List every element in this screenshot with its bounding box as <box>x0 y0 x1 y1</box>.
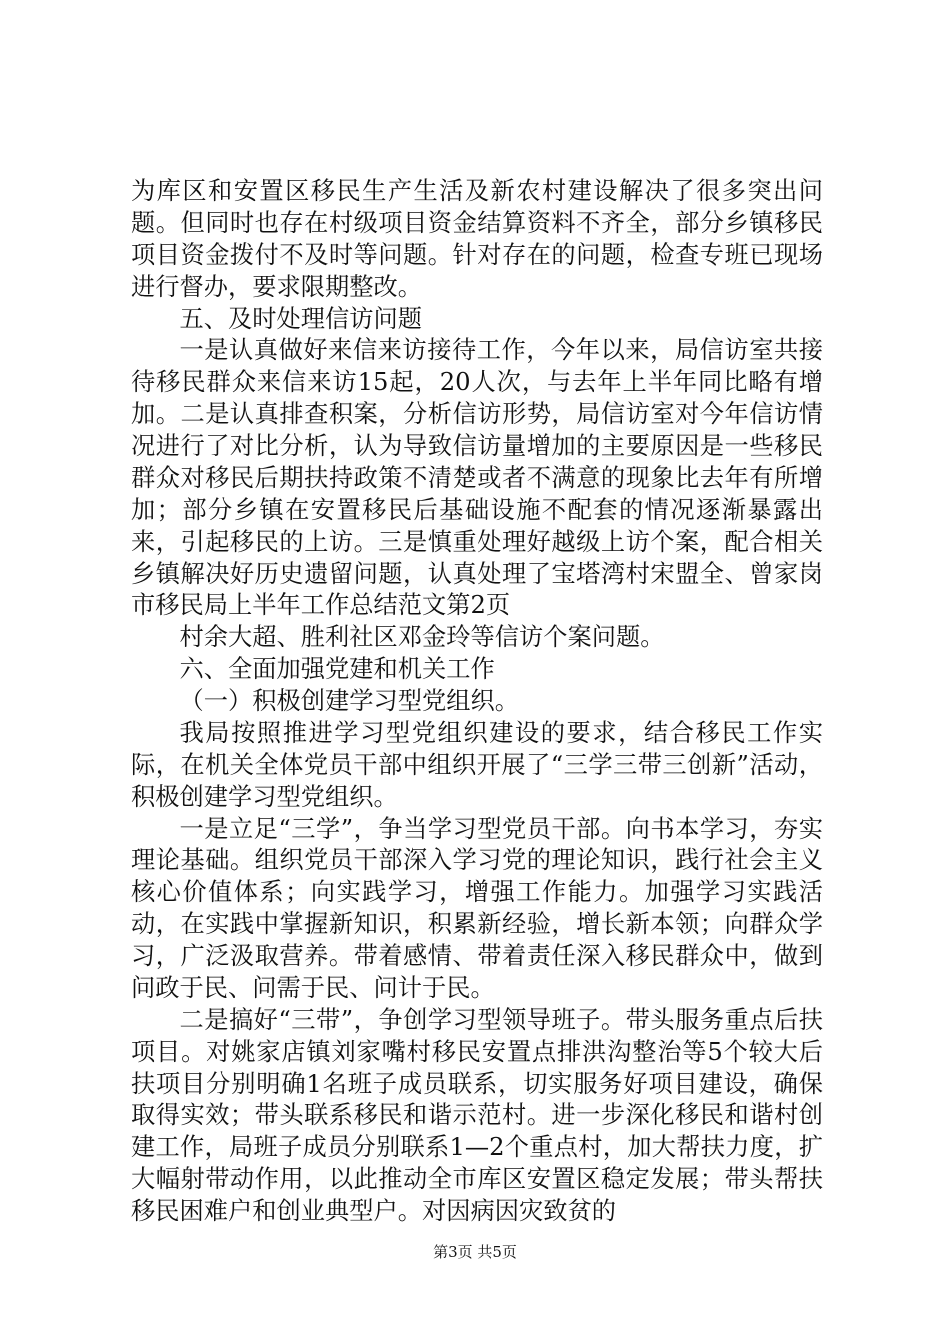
subsection-heading: （一）积极创建学习型党组织。 <box>179 686 520 715</box>
paragraph: 二是搞好“三带”，争创学习型领导班子。带头服务重点后扶项目。对姚家店镇刘家嘴村移民安置点排洪沟整治等5个较大后扶项目分别明确1名班子成员联系，切实服务好项目建设，确保取得实效；带头联系移民和谐示范村。进一步深化移民和谐村创建工作，局班子成员分别联系1—2个重点村，加大帮扶力度，扩大幅射带动作用，以此推动全市库区安置区稳定发展；带头帮扶移民困难户和创业典型户。对因病因灾致贫的 <box>131 1004 823 1225</box>
paragraph: 一是立足“三学”，争当学习型党员干部。向书本学习，夯实理论基础。组织党员干部深入学习党的理论知识，践行社会主义核心价值体系；向实践学习，增强工作能力。加强学习实践活动，在实践中掌握新知识，积累新经验，增长新本领；向群众学习，广泛汲取营养。带着感情、带着责任深入移民群众中，做到问政于民、问需于民、问计于民。 <box>131 813 823 1002</box>
page-footer <box>0 1242 950 1262</box>
page-number: 第3页 共5页 <box>433 1243 517 1261</box>
paragraph: 村余大超、胜利社区邓金玲等信访个案问题。 <box>179 622 665 652</box>
section-heading: 五、及时处理信访问题 <box>179 303 423 333</box>
paragraph: 为库区和安置区移民生产生活及新农村建设解决了很多突出问题。但同时也存在村级项目资金结算资料不齐全，部分乡镇移民项目资金拨付不及时等问题。针对存在的问题，检查专班已现场进行督办，要求限期整改。 <box>131 176 823 301</box>
paragraph: 一是认真做好来信来访接待工作，今年以来，局信访室共接待移民群众来信来访15起，20人次，与去年上半年同比略有增加。二是认真排查积案，分析信访形势，局信访室对今年信访情况进行了对比分析，认为导致信访量增加的主要原因是一些移民群众对移民后期扶持政策不清楚或者不满意的现象比去年有所增加；部分乡镇在安置移民后基础设施不配套的情况逐渐暴露出来，引起移民的上访。三是慎重处理好越级上访个案，配合相关乡镇解决好历史遗留问题，认真处理了宝塔湾村宋盟全、曾家岗市移民局上半年工作总结范文第2页 <box>131 335 823 620</box>
section-heading: 六、全面加强党建和机关工作 <box>179 654 495 684</box>
document-body <box>131 175 823 1227</box>
paragraph: 我局按照推进学习型党组织建设的要求，结合移民工作实际，在机关全体党员干部中组织开展了“三学三带三创新”活动，积极创建学习型党组织。 <box>131 717 823 811</box>
